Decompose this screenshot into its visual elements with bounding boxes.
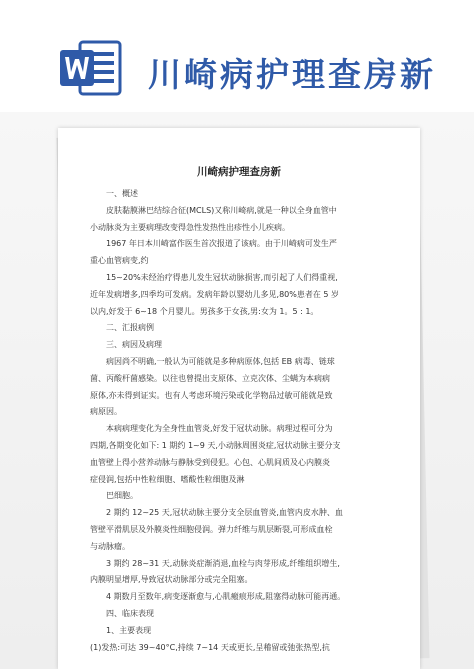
- banner: [0, 0, 474, 122]
- paragraph-line: 与动脉瘤。: [90, 541, 130, 551]
- paragraph-line: 1967 年日本川崎富作医生首次报道了该病。由于川崎病可发生严: [106, 239, 337, 249]
- paragraph-line: 以内,好发于 6~18 个月婴儿。男孩多于女孩,男:女为 1。5 : 1。: [90, 306, 319, 316]
- paragraph-line: 巴细胞。: [106, 491, 138, 501]
- paragraph-line: 血管壁上得小营养动脉与静脉受到侵犯。心包、心肌间质及心内膜炎: [90, 457, 330, 467]
- paragraph-line: 病因尚不明确,一般认为可能就是多种病原体,包括 EB 病毒、链球: [106, 356, 335, 366]
- subsection-heading: 1、主要表现: [106, 625, 152, 635]
- paragraph-line: 3 期约 28~31 天,动脉炎症渐消退,血栓与肉芽形成,纤维组织增生,: [106, 558, 340, 568]
- section-heading: 三、病因及病理: [106, 340, 162, 350]
- paragraph-line: 皮肤黏膜淋巴结综合征(MCLS)又称川崎病,就是一种以全身血管中: [106, 205, 337, 215]
- document-page: [58, 128, 420, 669]
- paragraph-line: 重心血管病变,约: [90, 256, 149, 266]
- paragraph-line: 原体,亦未得到证实。也有人考虑环境污染或化学物品过敏可能就是致: [90, 390, 333, 400]
- paragraph-line: 菌、丙酸杆菌感染。以往也曾提出支原体、立克次体、尘螨为本病病: [90, 373, 330, 383]
- paragraph-line: 小动脉炎为主要病理改变得急性发热性出疹性小儿疾病。: [90, 222, 290, 232]
- word-doc-icon: [58, 40, 122, 96]
- document-body: [90, 186, 390, 656]
- paragraph-line: (1)发热:可达 39~40°C,持续 7~14 天或更长,呈稽留或弛张热型,抗: [90, 642, 330, 652]
- paragraph-line: 内膜明显增厚,导致冠状动脉部分或完全阻塞。: [90, 575, 253, 585]
- paragraph-line: 近年发病增多,四季均可发病。发病年龄以婴幼儿多见,80%患者在 5 岁: [90, 289, 340, 299]
- document-title: 川崎病护理查房新: [197, 166, 281, 178]
- paragraph-line: 15~20%未经治疗得患儿发生冠状动脉损害,而引起了人们得重视,: [106, 272, 338, 282]
- paragraph-line: 病原因。: [90, 407, 122, 417]
- banner-title: 川崎病护理查房新: [148, 55, 436, 94]
- paragraph-line: 四期,各期变化如下: 1 期约 1~9 天,小动脉周围炎症,冠状动脉主要分支: [90, 440, 341, 450]
- section-heading: 一、概述: [106, 189, 138, 198]
- paragraph-line: 2 期约 12~25 天,冠状动脉主要分支全层血管炎,血管内皮水肿、血: [106, 508, 343, 518]
- section-heading: 二、汇报病例: [106, 323, 154, 333]
- paragraph-line: 4 期数月至数年,病变逐渐愈与,心肌瘢痕形成,阻塞得动脉可能再通。: [106, 592, 346, 602]
- paragraph-line: 症侵润,包括中性粒细胞、嗜酸性粒细胞及淋: [90, 474, 245, 484]
- paragraph-line: 本病病理变化为全身性血管炎,好发于冠状动脉。病理过程可分为: [106, 424, 333, 434]
- paragraph-line: 管壁平滑肌层及外膜炎性细胞侵润。弹力纤维与肌层断裂,可形成血栓: [90, 524, 333, 534]
- section-heading: 四、临床表现: [106, 608, 154, 618]
